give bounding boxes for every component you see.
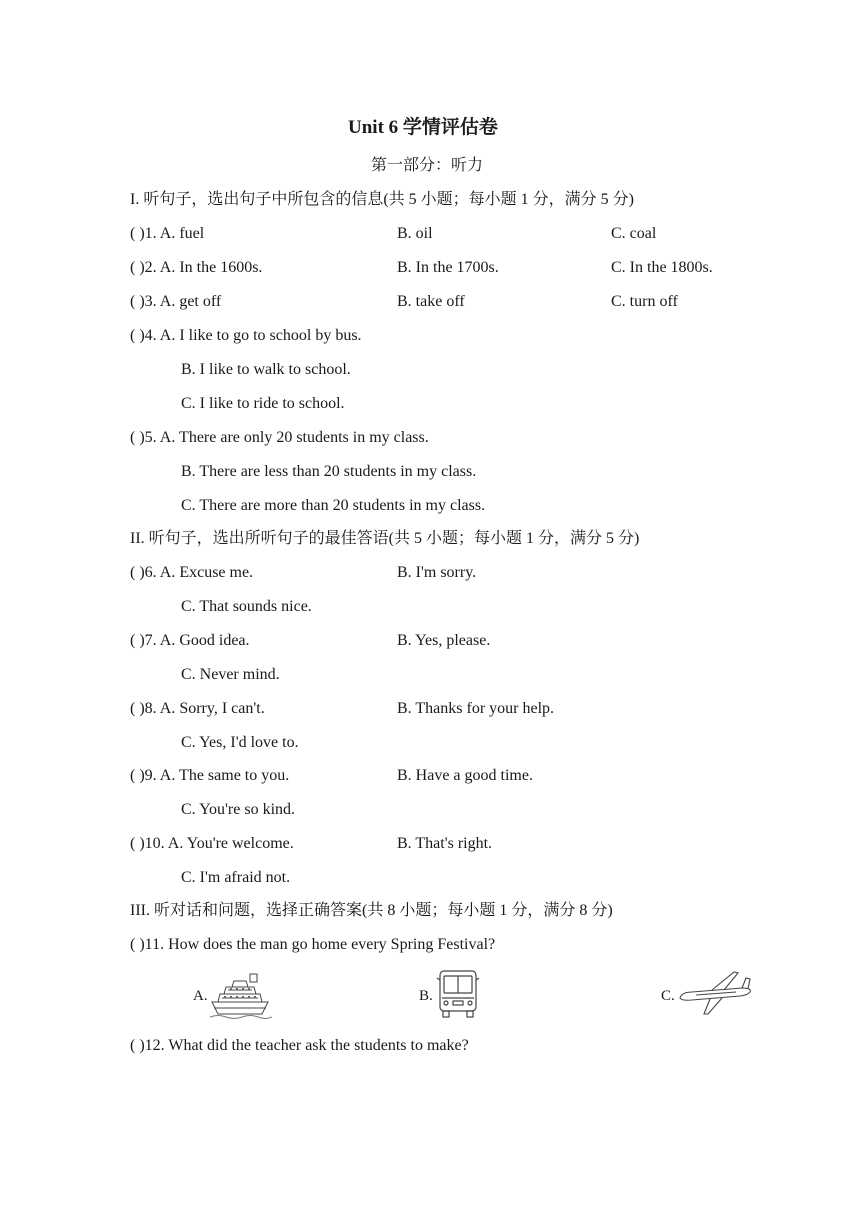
section-1-heading: I. 听句子，选出句子中所包含的信息(共 5 小题；每小题 1 分，满分 5 分) [130, 191, 634, 208]
question-2-option-a: ( )2. A. In the 1600s. [130, 259, 263, 276]
question-2-option-b: B. In the 1700s. [397, 259, 499, 276]
question-1-option-c: C. coal [611, 225, 657, 242]
airplane-icon [676, 968, 754, 1016]
section-2-heading: II. 听句子，选出所听句子的最佳答语(共 5 小题；每小题 1 分，满分 5 分) [130, 530, 640, 547]
question-10-option-c: C. I'm afraid not. [181, 869, 291, 886]
question-12-stem: ( )12. What did the teacher ask the students to make? [130, 1037, 469, 1054]
question-5-option-a: ( )5. A. There are only 20 students in my class. [130, 429, 429, 446]
question-3-option-c: C. turn off [611, 293, 678, 310]
question-8-option-a: ( )8. A. Sorry, I can't. [130, 700, 265, 717]
question-6-option-c: C. That sounds nice. [181, 598, 312, 615]
question-9-option-b: B. Have a good time. [397, 767, 533, 784]
question-5-option-c: C. There are more than 20 students in my class. [181, 497, 486, 514]
question-11-stem: ( )11. How does the man go home every Spring Festival? [130, 936, 496, 953]
question-1-option-a: ( )1. A. fuel [130, 225, 205, 242]
question-8-option-c: C. Yes, I'd love to. [181, 734, 299, 751]
question-6-option-b: B. I'm sorry. [397, 564, 477, 581]
question-10-option-b: B. That's right. [397, 835, 493, 852]
question-4-option-c: C. I like to ride to school. [181, 395, 345, 412]
question-11-label-a: A. [193, 988, 208, 1004]
question-10-option-a: ( )10. A. You're welcome. [130, 835, 294, 852]
ship-icon [210, 970, 272, 1020]
part-title: 第一部分：听力 [371, 157, 484, 174]
question-2-option-c: C. In the 1800s. [611, 259, 713, 276]
question-3-option-a: ( )3. A. get off [130, 293, 222, 310]
question-8-option-b: B. Thanks for your help. [397, 700, 555, 717]
question-7-option-c: C. Never mind. [181, 666, 280, 683]
question-9-option-a: ( )9. A. The same to you. [130, 767, 290, 784]
question-3-option-b: B. take off [397, 293, 465, 310]
bus-icon [436, 968, 480, 1020]
question-9-option-c: C. You're so kind. [181, 801, 296, 818]
question-5-option-b: B. There are less than 20 students in my class. [181, 463, 477, 480]
section-3-heading: III. 听对话和问题，选择正确答案(共 8 小题；每小题 1 分，满分 8 分) [130, 902, 613, 919]
question-4-option-b: B. I like to walk to school. [181, 361, 351, 378]
page-title: Unit 6 学情评估卷 [348, 117, 498, 138]
question-6-option-a: ( )6. A. Excuse me. [130, 564, 254, 581]
question-11-label-c: C. [661, 988, 675, 1004]
question-1-option-b: B. oil [397, 225, 433, 242]
question-11-label-b: B. [419, 988, 433, 1004]
question-4-option-a: ( )4. A. I like to go to school by bus. [130, 327, 362, 344]
question-7-option-b: B. Yes, please. [397, 632, 491, 649]
question-7-option-a: ( )7. A. Good idea. [130, 632, 250, 649]
